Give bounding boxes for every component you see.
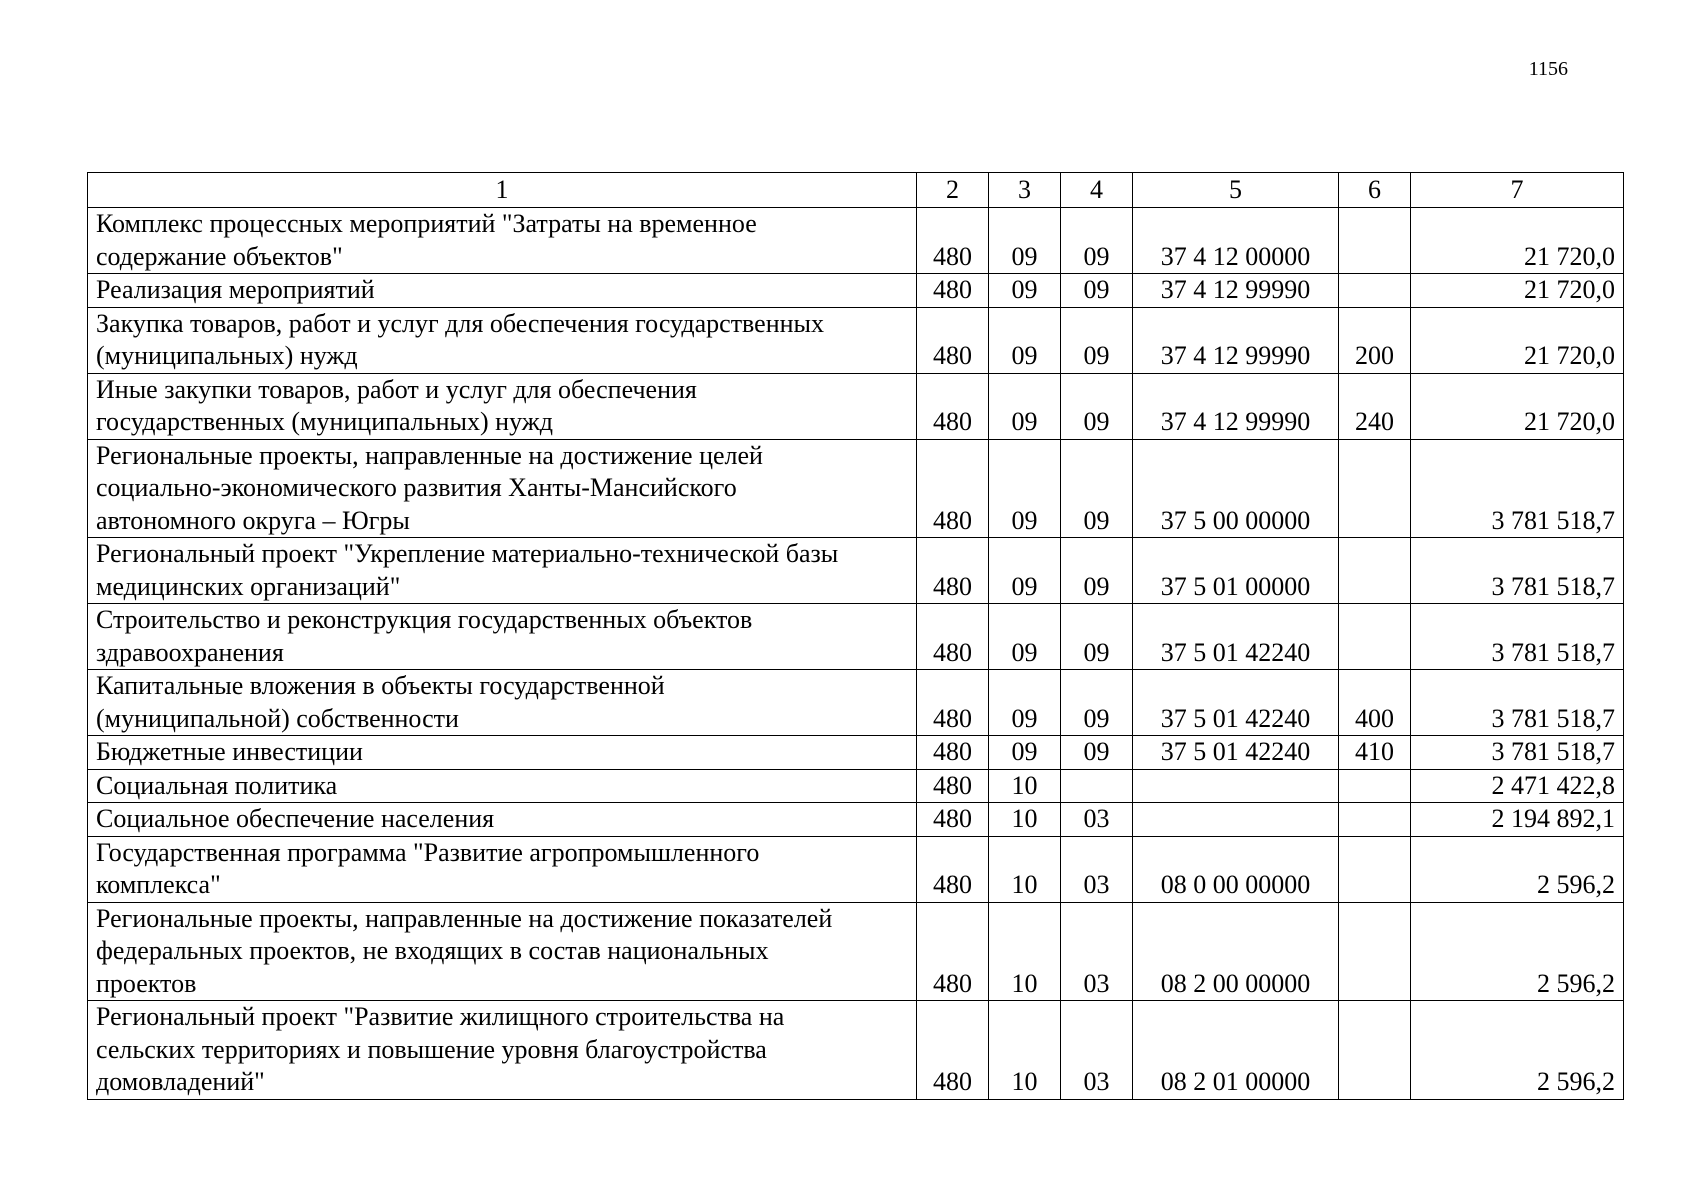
cell-target-article: 37 4 12 99990 [1133, 373, 1339, 439]
cell-expense-type [1339, 439, 1411, 538]
cell-name [88, 538, 917, 604]
cell-subsection: 03 [1061, 1001, 1133, 1100]
cell-expense-type [1339, 803, 1411, 837]
cell-name-line: (муниципальных) нужд [96, 341, 358, 370]
cell-grbs: 480 [917, 1001, 989, 1100]
cell-expense-type [1339, 769, 1411, 803]
table-row [88, 538, 1624, 604]
cell-amount: 3 781 518,7 [1411, 439, 1624, 538]
cell-expense-type: 410 [1339, 736, 1411, 770]
cell-grbs: 480 [917, 604, 989, 670]
cell-expense-type [1339, 538, 1411, 604]
cell-grbs: 480 [917, 902, 989, 1001]
table-row [88, 769, 1624, 803]
cell-expense-type: 240 [1339, 373, 1411, 439]
column-header: 4 [1061, 173, 1133, 208]
table-row [88, 1001, 1624, 1100]
cell-expense-type [1339, 1001, 1411, 1100]
cell-name-line: Государственная программа "Развитие агропромышленного [96, 837, 760, 867]
cell-name-line: Бюджетные инвестиции [96, 737, 363, 766]
cell-subsection: 09 [1061, 208, 1133, 274]
cell-name [88, 274, 917, 308]
cell-grbs: 480 [917, 208, 989, 274]
table-body [88, 208, 1624, 1100]
cell-target-article: 37 5 00 00000 [1133, 439, 1339, 538]
table-row [88, 439, 1624, 538]
cell-amount: 2 596,2 [1411, 836, 1624, 902]
column-header: 1 [88, 173, 917, 208]
cell-section: 10 [989, 769, 1061, 803]
cell-grbs: 480 [917, 670, 989, 736]
cell-subsection: 09 [1061, 736, 1133, 770]
cell-grbs: 480 [917, 803, 989, 837]
cell-subsection: 09 [1061, 604, 1133, 670]
cell-subsection: 03 [1061, 803, 1133, 837]
cell-name [88, 803, 917, 837]
cell-amount: 3 781 518,7 [1411, 604, 1624, 670]
cell-name-line: Комплекс процессных мероприятий "Затраты на временное [96, 209, 757, 238]
cell-name-line: федеральных проектов, не входящих в состав национальных [96, 936, 769, 965]
cell-name-line: Региональный проект "Укрепление материально-технической базы [96, 539, 839, 568]
cell-target-article: 37 5 01 42240 [1133, 736, 1339, 770]
table-row [88, 670, 1624, 736]
cell-name-line: Региональные проекты, направленные на достижение показателей [96, 903, 833, 933]
cell-name-line: Региональный проект "Развитие жилищного строительства на [96, 1002, 785, 1031]
cell-subsection: 09 [1061, 670, 1133, 736]
cell-subsection: 09 [1061, 439, 1133, 538]
cell-name-line: Иные закупки товаров, работ и услуг для обеспечения [96, 374, 697, 404]
cell-amount: 2 596,2 [1411, 1001, 1624, 1100]
cell-name [88, 307, 917, 373]
cell-amount: 2 194 892,1 [1411, 803, 1624, 837]
cell-target-article: 37 5 01 42240 [1133, 604, 1339, 670]
cell-name-line: проектов [96, 968, 197, 998]
column-header: 2 [917, 173, 989, 208]
budget-table [87, 172, 1624, 1100]
cell-name [88, 1001, 917, 1100]
cell-amount: 21 720,0 [1411, 307, 1624, 373]
cell-section: 09 [989, 670, 1061, 736]
cell-name [88, 208, 917, 274]
column-header: 7 [1411, 173, 1624, 208]
cell-target-article: 37 4 12 00000 [1133, 208, 1339, 274]
cell-name [88, 439, 917, 538]
cell-name [88, 836, 917, 902]
cell-target-article: 37 4 12 99990 [1133, 274, 1339, 308]
cell-name-line: Региональные проекты, направленные на достижение целей [96, 440, 763, 470]
cell-subsection: 03 [1061, 902, 1133, 1001]
cell-name-line: автономного округа – Югры [96, 505, 410, 535]
cell-section: 09 [989, 208, 1061, 274]
cell-name [88, 373, 917, 439]
cell-subsection: 09 [1061, 373, 1133, 439]
cell-target-article: 37 5 01 00000 [1133, 538, 1339, 604]
table-row [88, 307, 1624, 373]
cell-expense-type: 200 [1339, 307, 1411, 373]
cell-amount: 21 720,0 [1411, 274, 1624, 308]
cell-expense-type: 400 [1339, 670, 1411, 736]
cell-section: 09 [989, 604, 1061, 670]
cell-name [88, 604, 917, 670]
cell-name-line: здравоохранения [96, 637, 284, 667]
table-row [88, 902, 1624, 1001]
cell-target-article: 08 2 01 00000 [1133, 1001, 1339, 1100]
cell-subsection: 03 [1061, 836, 1133, 902]
table-row [88, 604, 1624, 670]
cell-name-line: Строительство и реконструкция государственных объектов [96, 605, 753, 634]
cell-amount: 3 781 518,7 [1411, 538, 1624, 604]
cell-name-line: Реализация мероприятий [96, 275, 375, 304]
cell-name [88, 670, 917, 736]
cell-grbs: 480 [917, 736, 989, 770]
cell-name-line: Социальная политика [96, 770, 338, 800]
cell-amount: 21 720,0 [1411, 373, 1624, 439]
cell-amount: 2 596,2 [1411, 902, 1624, 1001]
cell-name [88, 769, 917, 803]
cell-name-line: Капитальные вложения в объекты государственной [96, 671, 665, 700]
cell-amount: 3 781 518,7 [1411, 736, 1624, 770]
cell-subsection: 09 [1061, 538, 1133, 604]
cell-expense-type [1339, 836, 1411, 902]
cell-grbs: 480 [917, 836, 989, 902]
cell-section: 09 [989, 307, 1061, 373]
cell-subsection [1061, 769, 1133, 803]
cell-name-line: содержание объектов" [96, 241, 343, 271]
cell-grbs: 480 [917, 439, 989, 538]
cell-grbs: 480 [917, 769, 989, 803]
cell-grbs: 480 [917, 373, 989, 439]
cell-section: 10 [989, 1001, 1061, 1100]
cell-section: 10 [989, 902, 1061, 1001]
table-row [88, 736, 1624, 770]
column-header: 3 [989, 173, 1061, 208]
cell-target-article: 37 5 01 42240 [1133, 670, 1339, 736]
cell-name [88, 902, 917, 1001]
cell-target-article: 08 0 00 00000 [1133, 836, 1339, 902]
cell-name-line: (муниципальной) собственности [96, 703, 459, 733]
cell-section: 09 [989, 439, 1061, 538]
cell-target-article: 37 4 12 99990 [1133, 307, 1339, 373]
cell-name-line: государственных (муниципальных) нужд [96, 407, 553, 436]
page-number: 1156 [1528, 58, 1568, 80]
cell-target-article [1133, 803, 1339, 837]
cell-name-line: Закупка товаров, работ и услуг для обеспечения государственных [96, 308, 825, 338]
cell-name-line: Социальное обеспечение населения [96, 804, 495, 833]
cell-expense-type [1339, 604, 1411, 670]
table-row [88, 274, 1624, 308]
table-row [88, 373, 1624, 439]
cell-section: 09 [989, 736, 1061, 770]
cell-name-line: домовладений" [96, 1067, 265, 1096]
cell-subsection: 09 [1061, 307, 1133, 373]
cell-section: 09 [989, 274, 1061, 308]
cell-subsection: 09 [1061, 274, 1133, 308]
cell-section: 10 [989, 803, 1061, 837]
cell-section: 10 [989, 836, 1061, 902]
column-header: 5 [1133, 173, 1339, 208]
cell-amount: 2 471 422,8 [1411, 769, 1624, 803]
cell-amount: 21 720,0 [1411, 208, 1624, 274]
cell-name-line: медицинских организаций" [96, 571, 401, 601]
cell-expense-type [1339, 902, 1411, 1001]
table-row [88, 836, 1624, 902]
cell-grbs: 480 [917, 274, 989, 308]
cell-expense-type [1339, 274, 1411, 308]
cell-expense-type [1339, 208, 1411, 274]
table-row [88, 803, 1624, 837]
cell-name [88, 736, 917, 770]
table-header-row [88, 173, 1624, 208]
column-header: 6 [1339, 173, 1411, 208]
cell-section: 09 [989, 373, 1061, 439]
cell-target-article [1133, 769, 1339, 803]
cell-name-line: социально-экономического развития Ханты-Мансийского [96, 473, 737, 502]
cell-amount: 3 781 518,7 [1411, 670, 1624, 736]
cell-name-line: комплекса" [96, 870, 221, 899]
cell-name-line: сельских территориях и повышение уровня благоустройства [96, 1034, 767, 1064]
cell-section: 09 [989, 538, 1061, 604]
cell-grbs: 480 [917, 307, 989, 373]
cell-target-article: 08 2 00 00000 [1133, 902, 1339, 1001]
cell-grbs: 480 [917, 538, 989, 604]
table-row [88, 208, 1624, 274]
